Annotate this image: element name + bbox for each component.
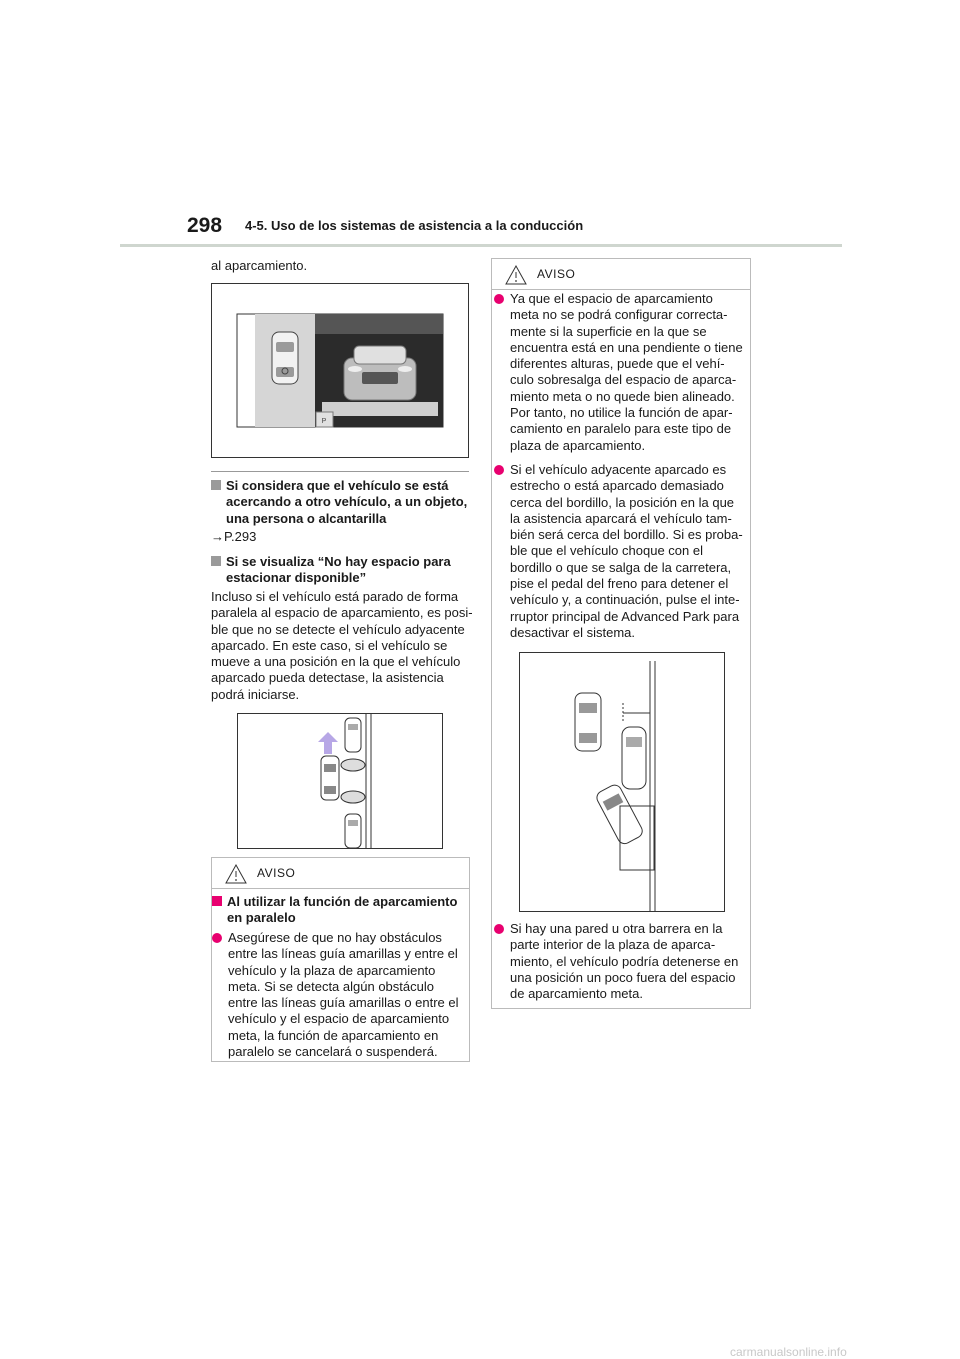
parking-detection-illustration bbox=[238, 714, 442, 848]
section2-title: Si se visualiza “No hay espacio para estacionar disponible” bbox=[211, 554, 451, 587]
curb-parking-illustration bbox=[520, 653, 724, 911]
header-rule bbox=[120, 244, 842, 247]
section-divider bbox=[211, 471, 469, 472]
camera-display-figure bbox=[211, 283, 469, 458]
page-reference-link[interactable]: →P.293 bbox=[211, 529, 257, 544]
bullet-dot-icon bbox=[494, 465, 504, 475]
camera-display-illustration bbox=[212, 284, 468, 457]
aviso-bullet-1: Ya que el espacio de aparcamiento meta no se podrá configurar correcta- mente si la superficie en la que se encuentra está en una pendiente o tiene diferentes alturas, puede que el vehí- culo sobresalga del espacio de aparca- miento meta o no quede bien alineado. Por tanto, no utilice la función de apar- camiento en paralelo para este tipo de plaza de aparcamiento. bbox=[494, 291, 748, 454]
square-bullet-icon bbox=[212, 896, 222, 906]
aviso-box-left bbox=[211, 857, 470, 1062]
bullet-dot-icon bbox=[494, 294, 504, 304]
section1-title: Si considera que el vehículo se está acercando a otro vehículo, a un objeto, una persona o alcantarilla bbox=[211, 478, 467, 527]
bullet-dot-icon bbox=[494, 924, 504, 934]
square-bullet-icon bbox=[211, 480, 221, 490]
chapter-title: 4-5. Uso de los sistemas de asistencia a la conducción bbox=[245, 218, 584, 233]
warning-icon bbox=[225, 864, 247, 884]
aviso-label: AVISO bbox=[537, 267, 576, 281]
square-bullet-icon bbox=[211, 556, 221, 566]
intro-text: al aparcamiento. bbox=[211, 258, 308, 273]
aviso-bullet-3: Si hay una pared u otra barrera en la parte interior de la plaza de aparca- miento, el vehículo podría detenerse en una posición un poco fuera del espacio de aparcamiento meta. bbox=[494, 921, 748, 1002]
aviso-bullet: Asegúrese de que no hay obstáculos entre las líneas guía amarillas y entre el vehículo y la plaza de aparcamiento meta. Si se detecta algún obstáculo entre las líneas guía amarillas o entre el vehículo y el espacio de aparcamiento meta, la función de aparcamiento en paralelo se cancelará o suspenderá. bbox=[212, 930, 468, 1060]
aviso-label: AVISO bbox=[257, 866, 296, 880]
page-number: 298 bbox=[187, 214, 223, 237]
watermark: carmanualsonline.info bbox=[730, 1345, 847, 1359]
warning-icon bbox=[505, 265, 527, 285]
aviso-subtitle: Al utilizar la función de aparcamiento en paralelo bbox=[212, 894, 457, 927]
aviso-bullet-2: Si el vehículo adyacente aparcado es estrecho o está aparcado demasiado cerca del bordillo, la posición en la que la asistencia aparcará el vehículo tam- bién será cerca del bordillo. Si es proba- ble que el vehículo choque con el bordillo o que se salga de la carretera, pise el pedal del freno para detener el vehículo y, a continuación, pulse el inte- rruptor principal de Advanced Park para desactivar el sistema. bbox=[494, 462, 748, 641]
bullet-dot-icon bbox=[212, 933, 222, 943]
svg-text:P: P bbox=[321, 418, 327, 425]
curb-parking-figure bbox=[519, 652, 725, 912]
section2-body: Incluso si el vehículo está parado de forma paralela al espacio de aparcamiento, es posi- ble que no se detecte el vehículo adyacente aparcado. En este caso, si el vehículo se mueve a una posición en la que el vehículo aparcado pueda detectase, la asistencia podrá iniciarse. bbox=[211, 589, 473, 702]
aviso-box-right bbox=[491, 258, 751, 1009]
parking-detection-figure bbox=[237, 713, 443, 849]
